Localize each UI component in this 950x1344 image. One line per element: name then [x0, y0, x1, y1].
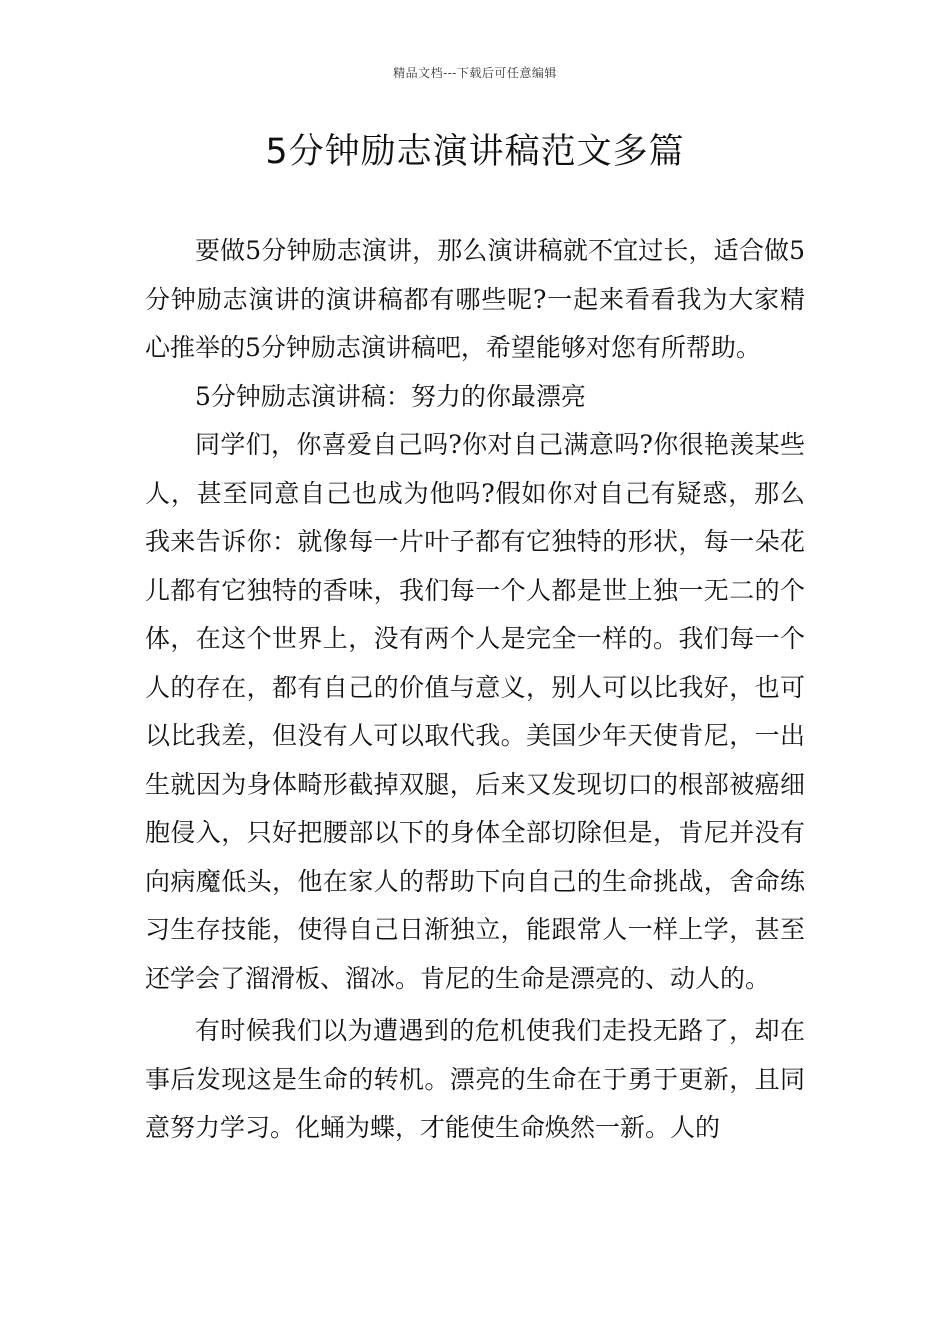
- document-body: [145, 227, 805, 1153]
- intro-paragraph: 要做5分钟励志演讲，那么演讲稿就不宜过长，适合做5分钟励志演讲的演讲稿都有哪些呢?一起来看看我为大家精心推举的5分钟励志演讲稿吧，希望能够对您有所帮助。: [145, 236, 805, 362]
- body-paragraph: 有时候我们以为遭遇到的危机使我们走投无路了，却在事后发现这是生命的转机。漂亮的生命在于勇于更新，且同意努力学习。化蛹为蝶，才能使生命焕然一新。人的: [145, 1016, 805, 1142]
- header-note: 精品文档---下载后可任意编辑: [393, 66, 557, 80]
- section-heading: 5分钟励志演讲稿：努力的你最漂亮: [195, 381, 586, 411]
- body-paragraph: 同学们，你喜爱自己吗?你对自己满意吗?你很艳羡某些人，甚至同意自己也成为他吗?假如你对自己有疑惑，那么我来告诉你：就像每一片叶子都有它独特的形状，每一朵花儿都有它独特的香味，我们每一个人都是世上独一无二的个体，在这个世界上，没有两个人是完全一样的。我们每一个人的存在，都有自己的价值与意义，别人可以比我好，也可以比我差，但没有人可以取代我。美国少年天使肯尼，一出生就因为身体畸形截掉双腿，后来又发现切口的根部被癌细胞侵入，只好把腰部以下的身体全部切除但是，肯尼并没有向病魔低头，他在家人的帮助下向自己的生命挑战，舍命练习生存技能，使得自己日渐独立，能跟常人一样上学，甚至还学会了溜滑板、溜冰。肯尼的生命是漂亮的、动人的。: [145, 430, 805, 993]
- document-title: 5分钟励志演讲稿范文多篇: [265, 132, 685, 172]
